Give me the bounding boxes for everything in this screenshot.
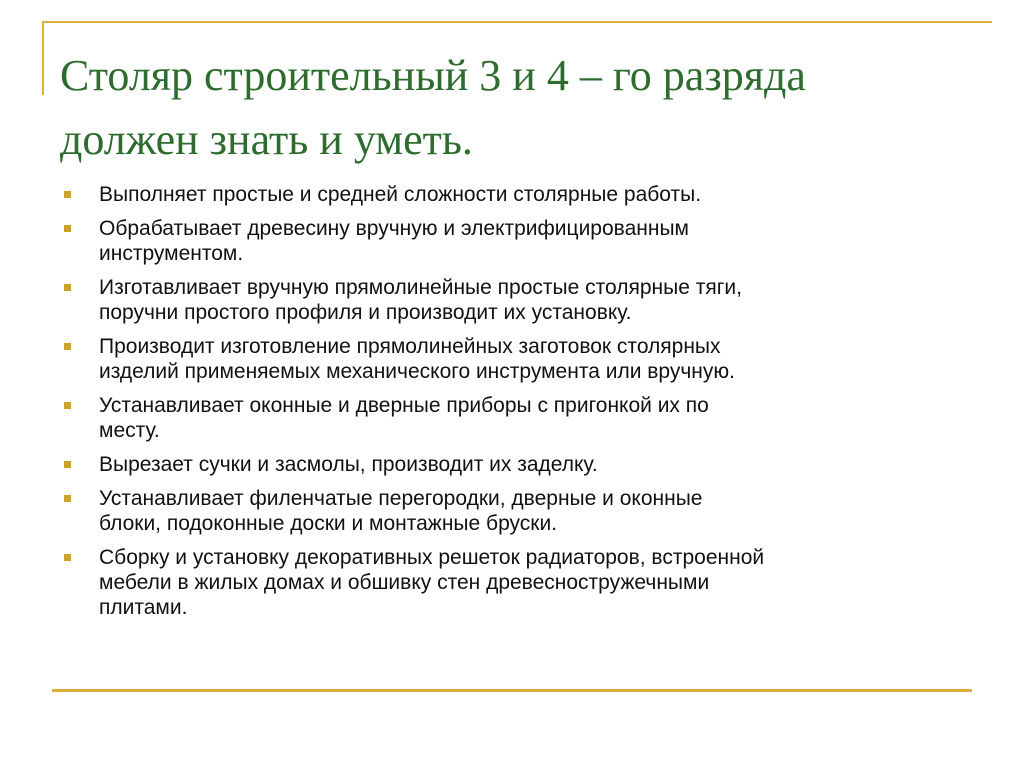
bullet-item bbox=[64, 182, 979, 207]
bullet-item bbox=[64, 334, 979, 384]
bullet-text-line: плитами. bbox=[99, 596, 188, 619]
bullet-text-line: Устанавливает оконные и дверные приборы с пригонкой их по bbox=[99, 394, 709, 417]
bullet-item bbox=[64, 275, 979, 325]
square-bullet-icon bbox=[64, 402, 71, 409]
bullet-text-line: Выполняет простые и средней сложности столярные работы. bbox=[99, 183, 702, 206]
square-bullet-icon bbox=[64, 191, 71, 198]
bullet-text-line: поручни простого профиля и производит их установку. bbox=[99, 301, 632, 324]
left-rule bbox=[42, 21, 44, 95]
bullet-text-line: мебели в жилых домах и обшивку стен древесностружечными bbox=[99, 571, 710, 594]
bullet-text-line: Устанавливает филенчатые перегородки, дверные и оконные bbox=[99, 487, 703, 510]
slide-title bbox=[60, 44, 990, 172]
bullet-text-line: инструментом. bbox=[99, 242, 244, 265]
bullet-text-line: Обрабатывает древесину вручную и электрифицированным bbox=[99, 217, 689, 240]
title-line: Столяр строительный 3 и 4 – го разряда bbox=[60, 51, 806, 100]
bullet-item bbox=[64, 486, 979, 536]
bullet-text-line: месту. bbox=[99, 419, 160, 442]
square-bullet-icon bbox=[64, 343, 71, 350]
bullet-text-line: Вырезает сучки и засмолы, производит их заделку. bbox=[99, 453, 598, 476]
square-bullet-icon bbox=[64, 495, 71, 502]
bullet-item bbox=[64, 452, 979, 477]
title-line: должен знать и уметь. bbox=[60, 115, 473, 164]
square-bullet-icon bbox=[64, 284, 71, 291]
square-bullet-icon bbox=[64, 461, 71, 468]
bullet-list bbox=[64, 182, 979, 629]
bullet-text-line: Производит изготовление прямолинейных заготовок столярных bbox=[99, 335, 721, 358]
bullet-item bbox=[64, 393, 979, 443]
bullet-text-line: блоки, подоконные доски и монтажные бруски. bbox=[99, 512, 558, 535]
bottom-rule bbox=[52, 689, 972, 692]
top-rule bbox=[42, 21, 992, 23]
bullet-text-line: Изготавливает вручную прямолинейные простые столярные тяги, bbox=[99, 276, 742, 299]
bullet-item bbox=[64, 545, 979, 620]
bullet-text-line: Сборку и установку декоративных решеток радиаторов, встроенной bbox=[99, 546, 765, 569]
bullet-text-line: изделий применяемых механического инструмента или вручную. bbox=[99, 360, 735, 383]
bullet-item bbox=[64, 216, 979, 266]
square-bullet-icon bbox=[64, 225, 71, 232]
square-bullet-icon bbox=[64, 554, 71, 561]
